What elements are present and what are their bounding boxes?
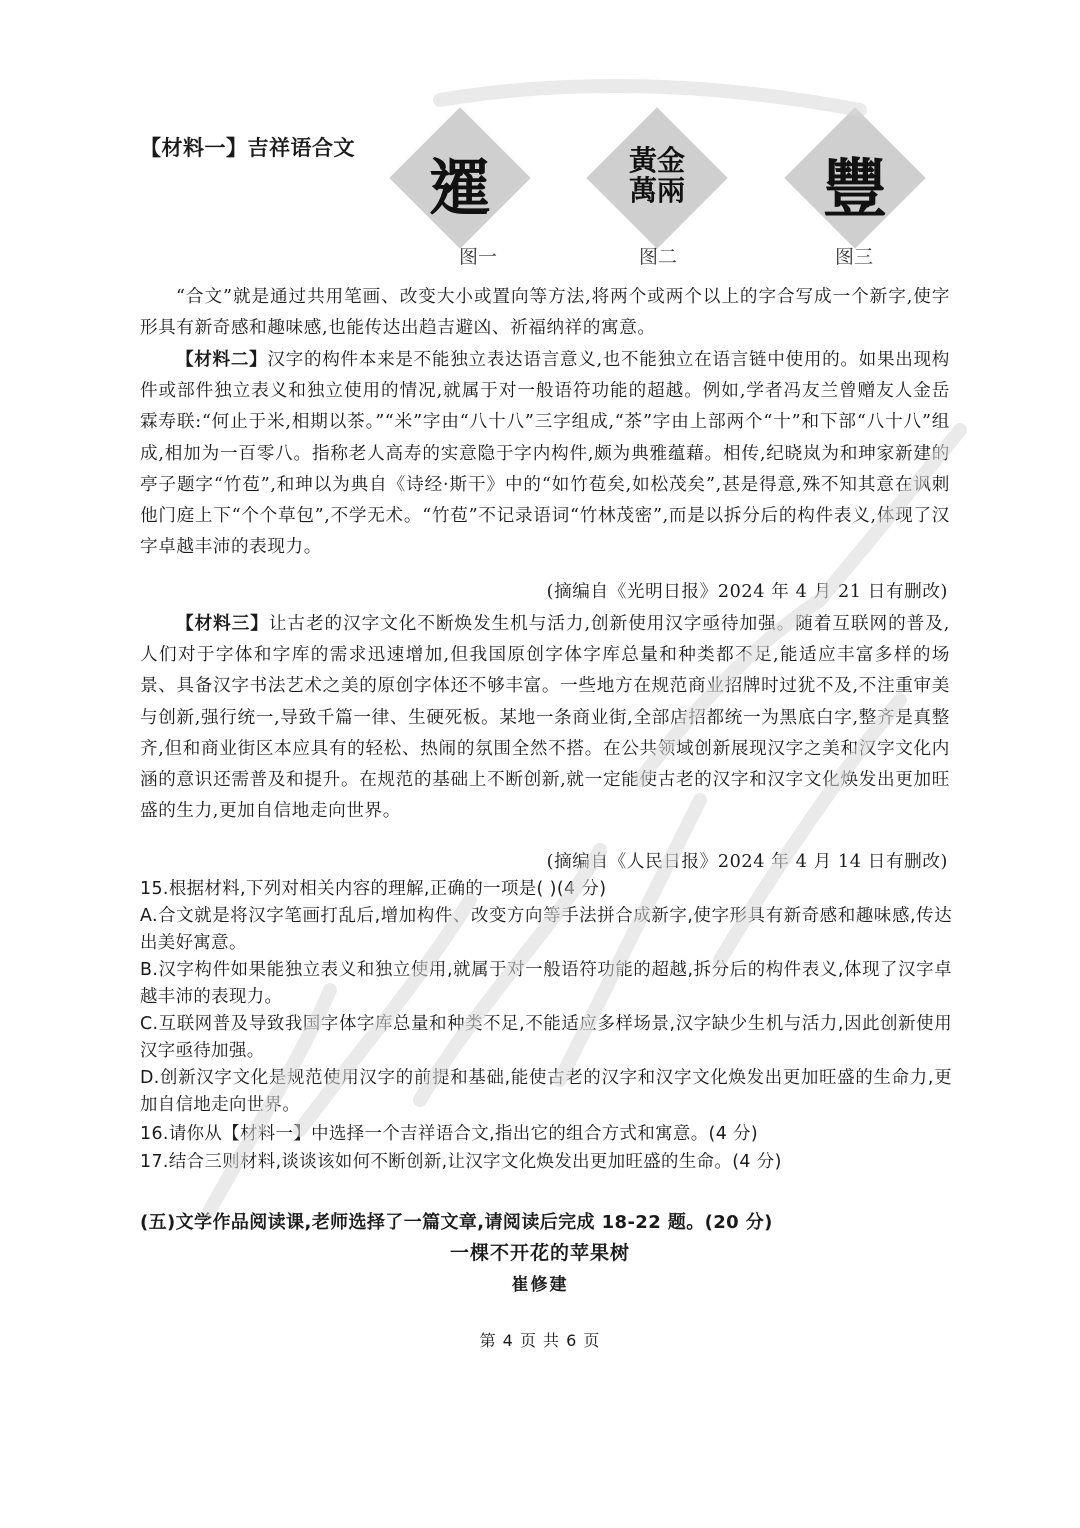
figure-1-glyph: 𨗴: [428, 151, 491, 224]
article-title: 一棵不开花的苹果树: [449, 1242, 630, 1264]
section5-heading: (五)文学作品阅读课,老师选择了一篇文章,请阅读后完成 18-22 题。(20 分): [140, 1212, 773, 1233]
material1-paragraph: “合文”就是通过共用笔画、改变大小或置向等方法,将两个或两个以上的字合写成一个新字,使字形具有新奇感和趣味感,也能传达出趋吉避凶、祈福纳祥的寓意。: [140, 287, 950, 339]
article-author: 崔修建: [511, 1275, 569, 1295]
question-17: 17.结合三则材料,谈谈该如何不断创新,让汉字文化焕发出更加旺盛的生命。(4 分): [140, 1152, 782, 1172]
figure-2-image: [572, 108, 742, 248]
option-a: A.合文就是将汉字笔画打乱后,增加构件、改变方向等手法拼合成新字,使字形具有新奇感和趣味感,传达出美好寓意。: [140, 906, 952, 954]
figure-3-caption: 图三: [834, 246, 873, 268]
figure-3-glyph: 豐: [823, 152, 887, 227]
option-c: C.互联网普及导致我国字体字库总量和种类不足,不能适应多样场景,汉字缺少生机与活力,因此创新使用汉字亟待加强。: [140, 1014, 952, 1062]
figure-2-caption: 图二: [638, 246, 677, 268]
material3-text: 让古老的汉字文化不断焕发生机与活力,创新使用汉字亟待加强。随着互联网的普及,人们对于字体和字库的需求迅速增加,但我国原创字体字库总量和种类都不足,能适应丰富多样的场景、具备汉字书法艺术之美的原创字体还不够丰富。一些地方在规范商业招牌时过犹不及,不注重审美与创新,强行统一,导致千篇一律、生硬死板。某地一条商业街,全部店招都统一为黑底白字,整齐是真整齐,但和商业街区本应具有的轻松、热闹的氛围全然不搭。在公共领域创新展现汉字之美和汉字文化内涵的意识还需普及和提升。在规范的基础上不断创新,就一定能使古老的汉字和汉字文化焕发出更加旺盛的生力,更加自信地走向世界。: [140, 614, 950, 822]
option-d: D.创新汉字文化是规范使用汉字的前提和基础,能使古老的汉字和汉字文化焕发出更加旺盛的生命力,更加自信地走向世界。: [140, 1068, 952, 1116]
figure-1-caption: 图一: [458, 246, 497, 268]
material3-source: (摘编自《人民日报》2024 年 4 月 14 日有删改): [546, 852, 948, 872]
material3-label: 【材料三】: [176, 613, 269, 634]
figure-2-glyph: 黃金萬兩: [628, 144, 685, 207]
material2-paragraph: [140, 344, 950, 563]
figure-1-image: [375, 108, 545, 248]
question-16: 16.请你从【材料一】中选择一个吉祥语合文,指出它的组合方式和寓意。(4 分): [140, 1124, 759, 1144]
material2-source: (摘编自《光明日报》2024 年 4 月 21 日有删改): [546, 582, 948, 602]
figure-3-image: [770, 108, 940, 248]
question-15: 15.根据材料,下列对相关内容的理解,正确的一项是( )(4 分): [140, 879, 607, 899]
material2-text: 汉字的构件本来是不能独立表达语言意义,也不能独立在语言链中使用的。如果出现构件或部件独立表义和独立使用的情况,就属于对一般语符功能的超越。例如,学者冯友兰曾赠友人金岳霖寿联:“何止于米,相期以茶。”“米”字由“八十八”三字组成,“茶”字由上部两个“十”和下部“八十八”组成,相加为一百零八。指称老人高寿的实意隐于字内构件,颇为典雅蕴藉。相传,纪晓岚为和珅家新建的亭子题字“竹苞”,和珅以为典自《诗经·斯干》中的“如竹苞矣,如松茂矣”,甚是得意,殊不知其意在讽刺他门庭上下“个个草包”,不学无术。“竹苞”不记录语词“竹林茂密”,而是以拆分后的构件表义,体现了汉字卓越丰沛的表现力。: [140, 350, 950, 558]
material3-paragraph: [140, 608, 950, 827]
option-b: B.汉字构件如果能独立表义和独立使用,就属于对一般语符功能的超越,拆分后的构件表义,体现了汉字卓越丰沛的表现力。: [140, 960, 952, 1008]
material1-heading: 【材料一】吉祥语合文: [140, 136, 355, 160]
page-number: 第 4 页 共 6 页: [479, 1331, 601, 1350]
material2-label: 【材料二】: [176, 349, 268, 370]
